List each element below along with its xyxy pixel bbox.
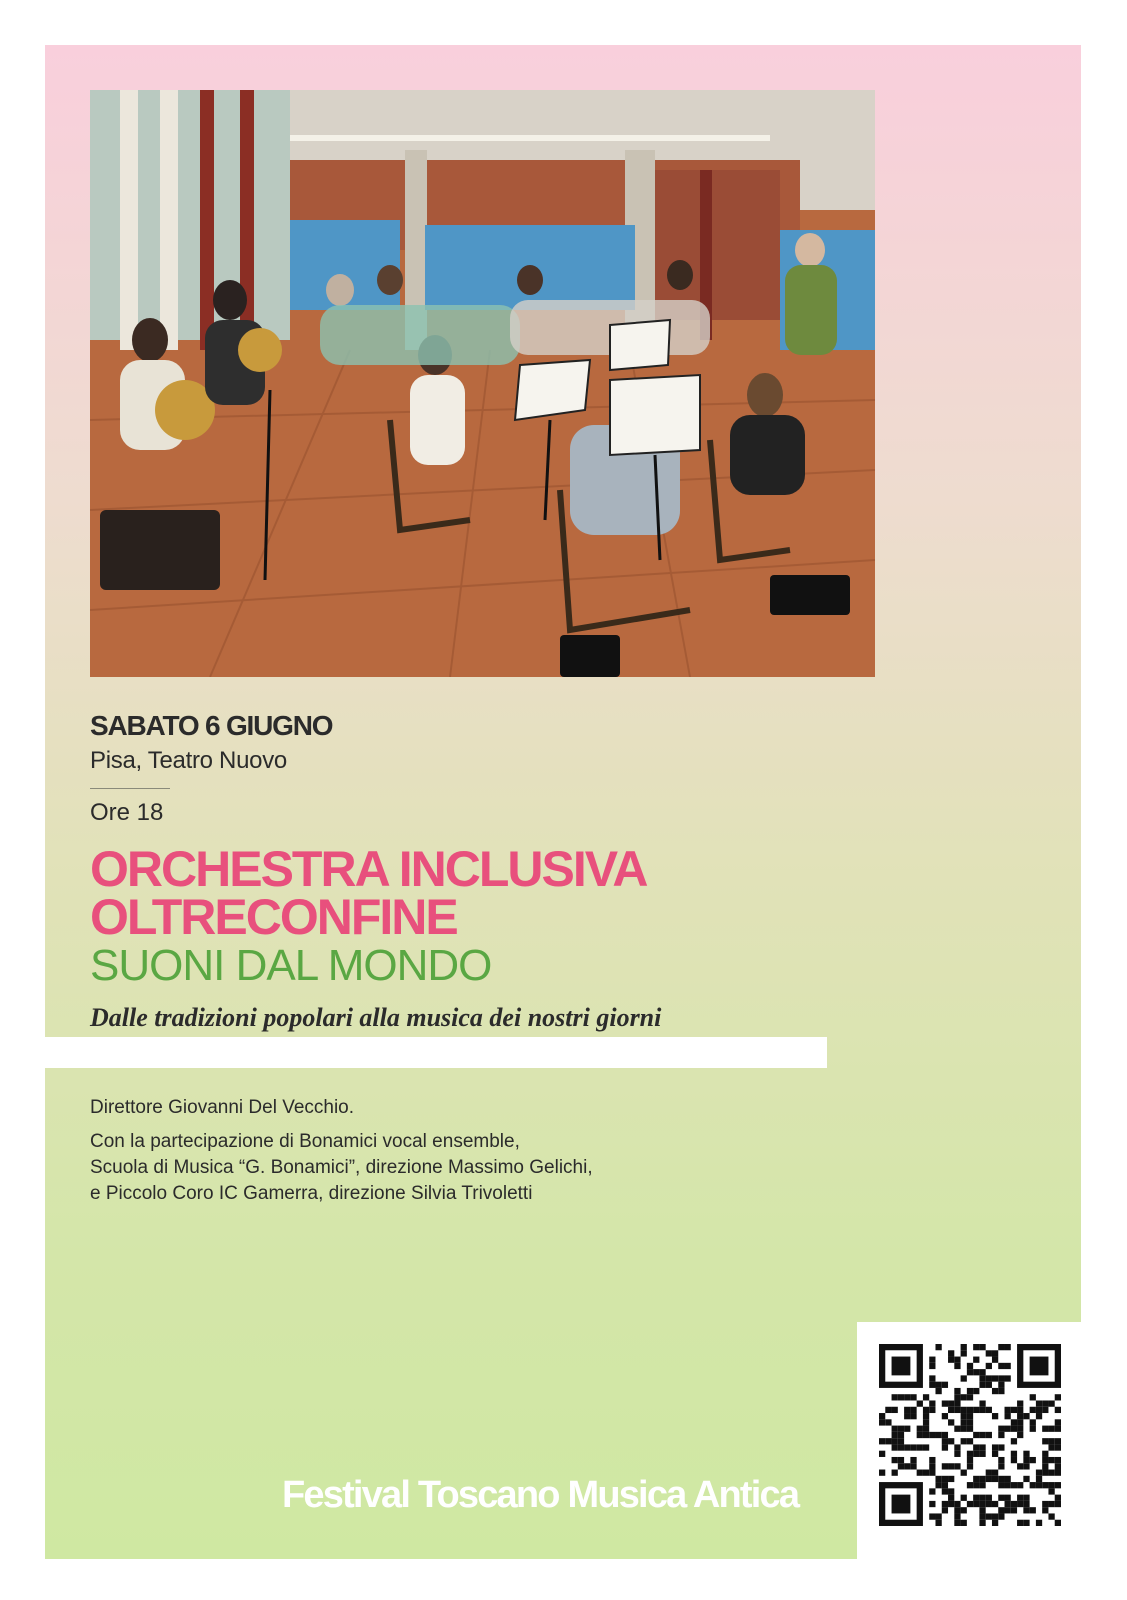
event-title	[90, 841, 647, 945]
event-title-line2: OLTRECONFINE	[90, 889, 457, 945]
poster	[45, 45, 1081, 1559]
credits	[90, 1095, 593, 1207]
credits-director: Direttore Giovanni Del Vecchio.	[90, 1097, 355, 1118]
event-time: Ore 18	[90, 799, 164, 826]
event-subtitle: SUONI DAL MONDO	[90, 941, 492, 990]
event-title-line1: ORCHESTRA INCLUSIVA	[90, 841, 647, 897]
credits-line1: Con la partecipazione di Bonamici vocal ensemble,	[90, 1131, 520, 1152]
photo-illustration	[90, 90, 875, 677]
credits-line2: Scuola di Musica “G. Bonamici”, direzione Massimo Gelichi,	[90, 1157, 593, 1178]
credits-participation	[90, 1129, 593, 1207]
divider	[90, 788, 170, 789]
orchestra-rehearsal-photo	[90, 90, 875, 677]
event-place: Pisa, Teatro Nuovo	[90, 747, 287, 774]
qr-code-box[interactable]	[857, 1322, 1081, 1559]
white-band	[45, 1037, 827, 1068]
credits-line3: e Piccolo Coro IC Gamerra, direzione Silvia Trivoletti	[90, 1183, 533, 1204]
event-date: SABATO 6 GIUGNO	[90, 710, 333, 741]
event-tagline: Dalle tradizioni popolari alla musica dei nostri giorni	[90, 1003, 662, 1032]
festival-name: Festival Toscano Musica Antica	[282, 1474, 799, 1516]
qr-code-icon	[879, 1344, 1061, 1526]
